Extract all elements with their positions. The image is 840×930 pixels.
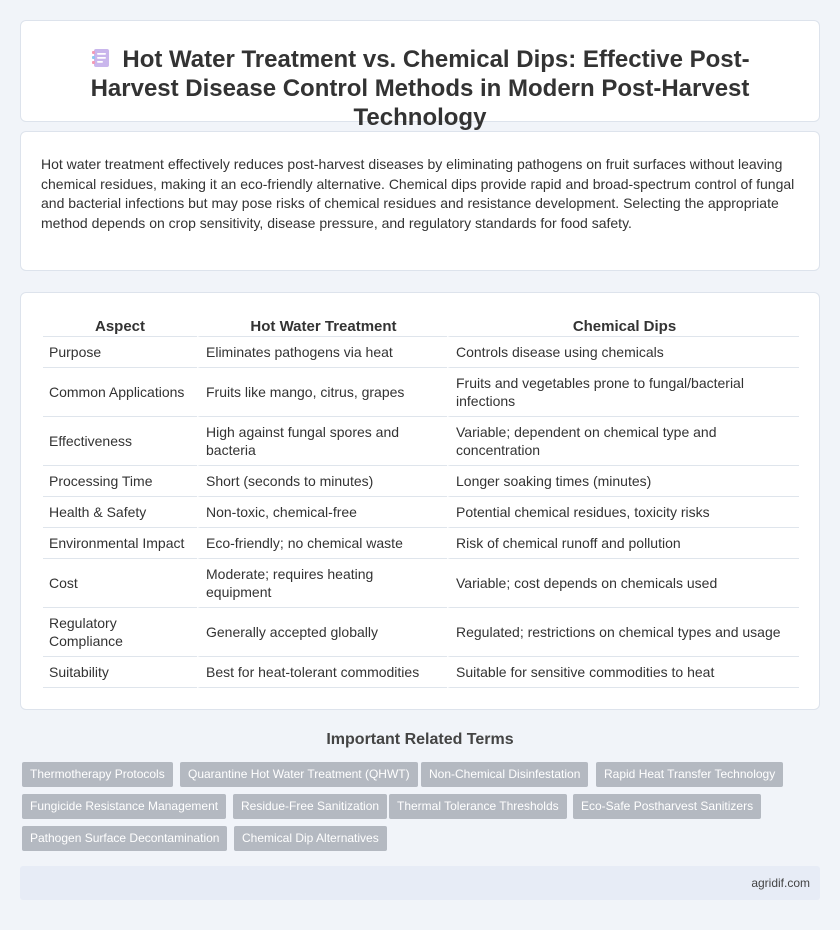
- row-hot-water: Fruits like mango, citrus, grapes: [197, 368, 447, 417]
- row-chemical-dips: Controls disease using chemicals: [447, 337, 799, 368]
- row-aspect: Suitability: [43, 657, 197, 688]
- related-term-tag[interactable]: Rapid Heat Transfer Technology: [596, 762, 783, 787]
- row-hot-water: Short (seconds to minutes): [197, 466, 447, 497]
- footer-site-link[interactable]: agridif.com: [751, 876, 810, 890]
- page-title: [61, 45, 779, 132]
- row-aspect: Effectiveness: [43, 417, 197, 466]
- row-hot-water: Moderate; requires heating equipment: [197, 559, 447, 608]
- row-hot-water: Non-toxic, chemical-free: [197, 497, 447, 528]
- comparison-table: [43, 315, 799, 688]
- table-row: [43, 657, 799, 688]
- row-hot-water: Eco-friendly; no chemical waste: [197, 528, 447, 559]
- row-aspect: Health & Safety: [43, 497, 197, 528]
- row-hot-water: Eliminates pathogens via heat: [197, 337, 447, 368]
- row-aspect: Processing Time: [43, 466, 197, 497]
- header-hot-water: Hot Water Treatment: [197, 315, 447, 337]
- title-card: [20, 20, 820, 131]
- table-row: [43, 559, 799, 608]
- related-term-tag[interactable]: Eco-Safe Postharvest Sanitizers: [573, 794, 761, 819]
- row-chemical-dips: Longer soaking times (minutes): [447, 466, 799, 497]
- row-aspect: Cost: [43, 559, 197, 608]
- row-aspect: Environmental Impact: [43, 528, 197, 559]
- footer: [20, 866, 820, 900]
- related-term-tag[interactable]: Chemical Dip Alternatives: [234, 826, 387, 851]
- table-row: [43, 417, 799, 466]
- row-aspect: Common Applications: [43, 368, 197, 417]
- table-row: [43, 528, 799, 559]
- table-row: [43, 608, 799, 657]
- related-term-tag[interactable]: Thermal Tolerance Thresholds: [389, 794, 567, 819]
- related-term-tag[interactable]: Fungicide Resistance Management: [22, 794, 226, 819]
- table-row: [43, 337, 799, 368]
- related-term-tag[interactable]: Thermotherapy Protocols: [22, 762, 173, 787]
- row-chemical-dips: Variable; dependent on chemical type and concentration: [447, 417, 799, 466]
- row-hot-water: Generally accepted globally: [197, 608, 447, 657]
- table-header-row: [43, 315, 799, 337]
- intro-paragraph: Hot water treatment effectively reduces post-harvest diseases by eliminating pathogens on fruit surfaces without leaving chemical residues, making it an eco-friendly alternative. Chemical dips provide rapid and broad-spectrum control of fungal and bacterial infections but may pose risks of chemical residues and resistance development. Selecting the appropriate method depends on crop sensitivity, disease pressure, and regulatory standards for food safety.: [41, 156, 795, 231]
- related-term-tag[interactable]: Residue-Free Sanitization: [233, 794, 387, 819]
- intro-card: [20, 131, 820, 271]
- row-chemical-dips: Suitable for sensitive commodities to heat: [447, 657, 799, 688]
- row-chemical-dips: Fruits and vegetables prone to fungal/bacterial infections: [447, 368, 799, 417]
- row-aspect: Regulatory Compliance: [43, 608, 197, 657]
- related-terms-heading: Important Related Terms: [326, 731, 514, 748]
- document-icon: [90, 47, 112, 69]
- related-term-tag[interactable]: Quarantine Hot Water Treatment (QHWT): [180, 762, 418, 787]
- row-hot-water: Best for heat-tolerant commodities: [197, 657, 447, 688]
- table-row: [43, 466, 799, 497]
- related-term-tag[interactable]: Non-Chemical Disinfestation: [421, 762, 588, 787]
- header-aspect: Aspect: [43, 315, 197, 337]
- row-chemical-dips: Potential chemical residues, toxicity risks: [447, 497, 799, 528]
- row-hot-water: High against fungal spores and bacteria: [197, 417, 447, 466]
- related-term-tag[interactable]: Pathogen Surface Decontamination: [22, 826, 227, 851]
- comparison-card: [20, 292, 820, 710]
- page-title-text: Hot Water Treatment vs. Chemical Dips: Effective Post-Harvest Disease Control Methods in Modern Post-Harvest Technology: [90, 46, 750, 131]
- row-chemical-dips: Regulated; restrictions on chemical types and usage: [447, 608, 799, 657]
- header-chemical-dips: Chemical Dips: [447, 315, 799, 337]
- row-chemical-dips: Variable; cost depends on chemicals used: [447, 559, 799, 608]
- table-row: [43, 497, 799, 528]
- table-row: [43, 368, 799, 417]
- row-chemical-dips: Risk of chemical runoff and pollution: [447, 528, 799, 559]
- row-aspect: Purpose: [43, 337, 197, 368]
